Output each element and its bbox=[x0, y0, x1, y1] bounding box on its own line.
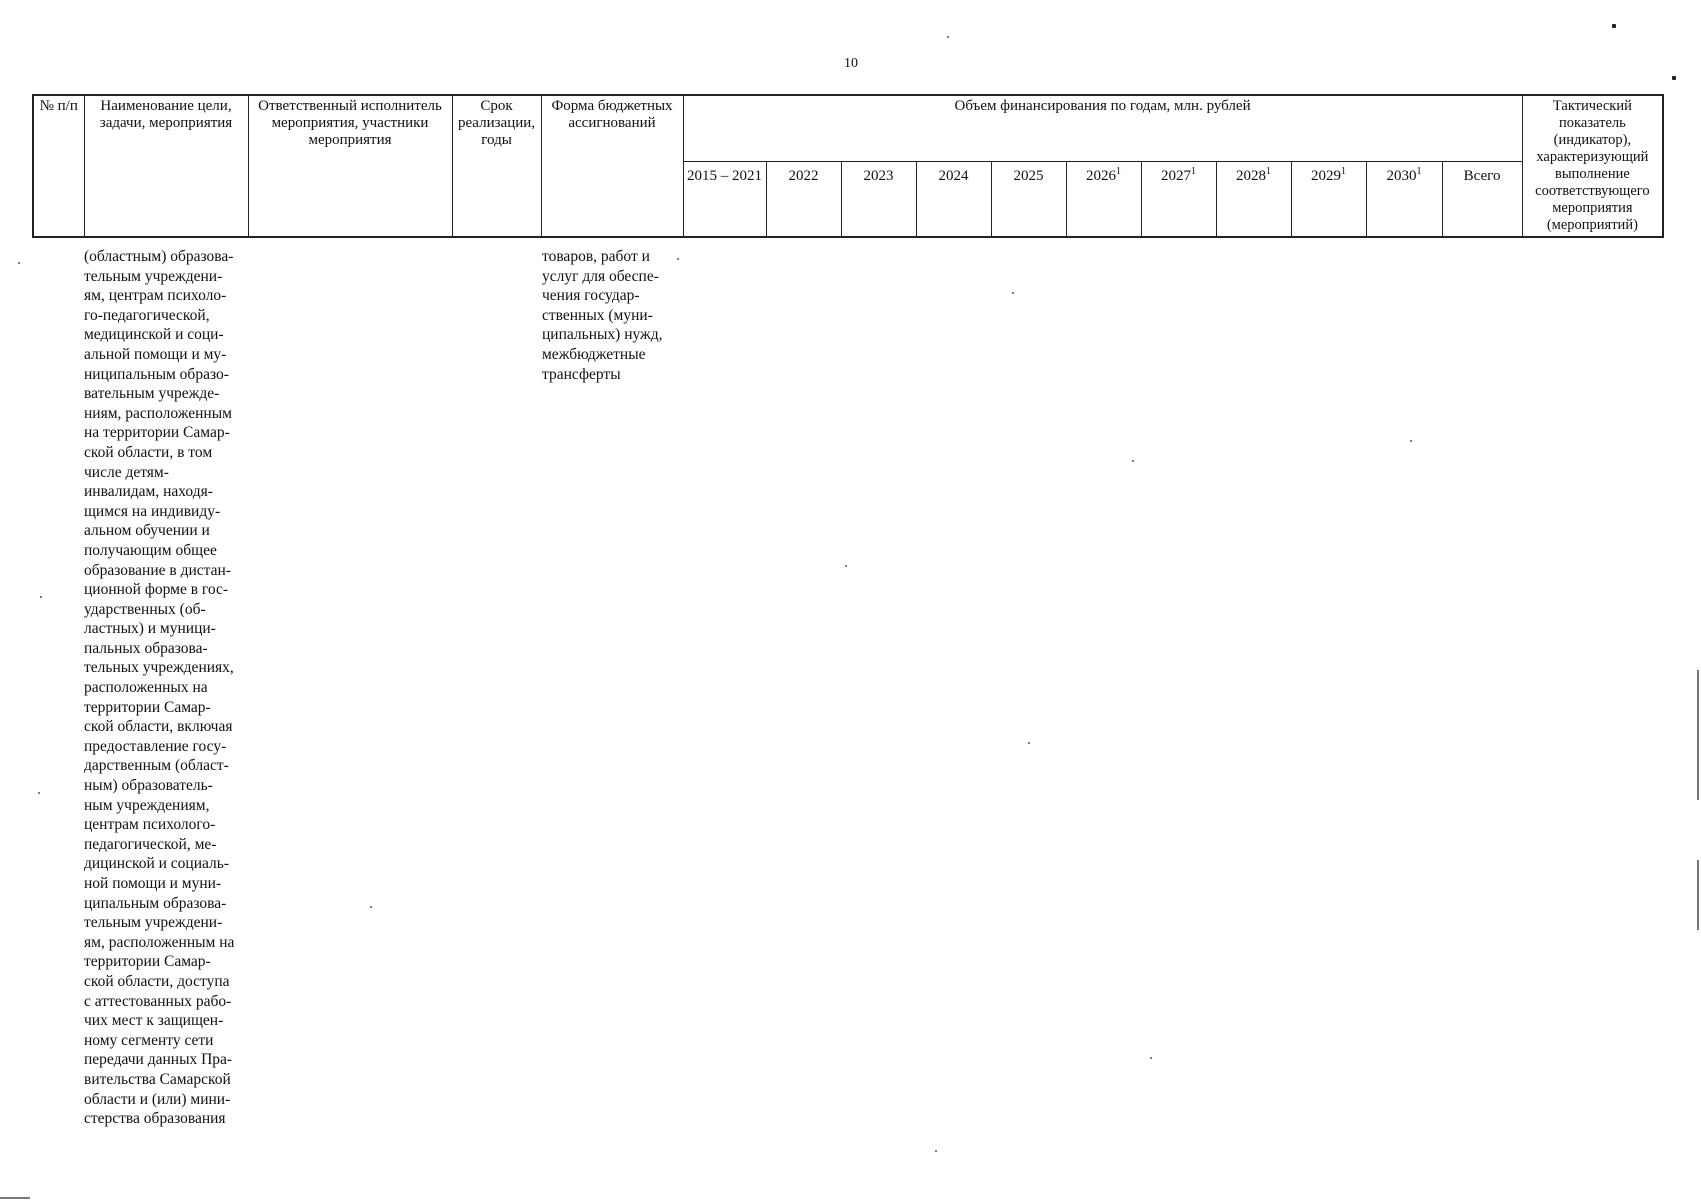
goal-description-text: (областным) образова- тельным учреждени- ям, центрам психоло- го-педагогической, медицинской и соци- альной помощи и му- ниципальным образо- вательным учрежде- ниям, расположенным на территории Самар- ской области, в том числе детям- инвалидам, находя- щимся на индивиду- альном обучении и получающим общее образование в дистан- ционной форме в гос- ударственных (об- ластных) и муници- пальных образова- тельных учреждениях, расположенных на территории Самар- ской области, включая предоставление госу- дарственным (област- ным) образователь- ным учреждениям, центрам психолого- педагогической, ме- дицинской и социаль- ной помощи и муни- ципальным образова- тельным учреждени- ям, расположенным на территории Самар- ской области, доступа с аттестованных рабо- чих мест к защищен- ному сегменту сети передачи данных Пра- вительства Самарской области и (или) мини- стерства образования bbox=[84, 248, 235, 1128]
header-table bbox=[32, 94, 1664, 238]
year-2027: 2027$^1$ bbox=[1141, 161, 1216, 237]
year-2024: 2024 bbox=[916, 161, 991, 237]
scan-edge-bottom-left bbox=[0, 1197, 30, 1199]
scan-speck bbox=[1012, 292, 1014, 294]
scan-speck bbox=[677, 258, 679, 260]
scan-edge-right bbox=[1697, 860, 1699, 930]
scan-speck bbox=[1410, 440, 1412, 442]
scan-speck bbox=[1028, 742, 1030, 744]
scan-edge-right bbox=[1697, 670, 1699, 800]
scan-speck bbox=[38, 792, 40, 794]
header-num: № п/п bbox=[33, 95, 84, 237]
scan-speck bbox=[935, 1150, 937, 1152]
scan-speck bbox=[845, 565, 847, 567]
scan-speck bbox=[947, 36, 949, 38]
scan-speck bbox=[1612, 24, 1616, 28]
header-term: Срок реализации, годы bbox=[452, 95, 541, 237]
year-total: Всего bbox=[1442, 161, 1522, 237]
scan-speck bbox=[18, 262, 20, 264]
year-2025: 2025 bbox=[991, 161, 1066, 237]
year-2026: 2026$^1$ bbox=[1066, 161, 1141, 237]
header-funding: Объем финансирования по годам, млн. рублей bbox=[683, 95, 1522, 161]
header-indicator: Тактический показатель (индикатор), характеризующий выполнение соответствующего мероприятия (мероприятий) bbox=[1522, 95, 1663, 237]
scan-speck bbox=[1672, 76, 1676, 80]
budget-form-text: товаров, работ и услуг для обеспе- чения государ- ственных (муни- ципальных) нужд, межбюджетные трансферты bbox=[542, 248, 663, 383]
header-name: Наименование цели, задачи, мероприятия bbox=[84, 95, 248, 237]
year-2015-2021: 2015 – 2021 bbox=[683, 161, 766, 237]
scan-speck bbox=[40, 596, 42, 598]
year-2030: 2030$^1$ bbox=[1366, 161, 1442, 237]
scan-speck bbox=[370, 906, 372, 908]
year-2028: 2028$^1$ bbox=[1216, 161, 1291, 237]
year-2022: 2022 bbox=[766, 161, 841, 237]
header-form: Форма бюджетных ассигнований bbox=[541, 95, 683, 237]
scan-speck bbox=[1132, 460, 1134, 462]
header-responsible: Ответственный исполнитель мероприятия, участники мероприятия bbox=[248, 95, 452, 237]
page-number: 10 bbox=[844, 56, 858, 71]
year-2029: 2029$^1$ bbox=[1291, 161, 1366, 237]
scan-speck bbox=[1150, 1057, 1152, 1059]
year-2023: 2023 bbox=[841, 161, 916, 237]
